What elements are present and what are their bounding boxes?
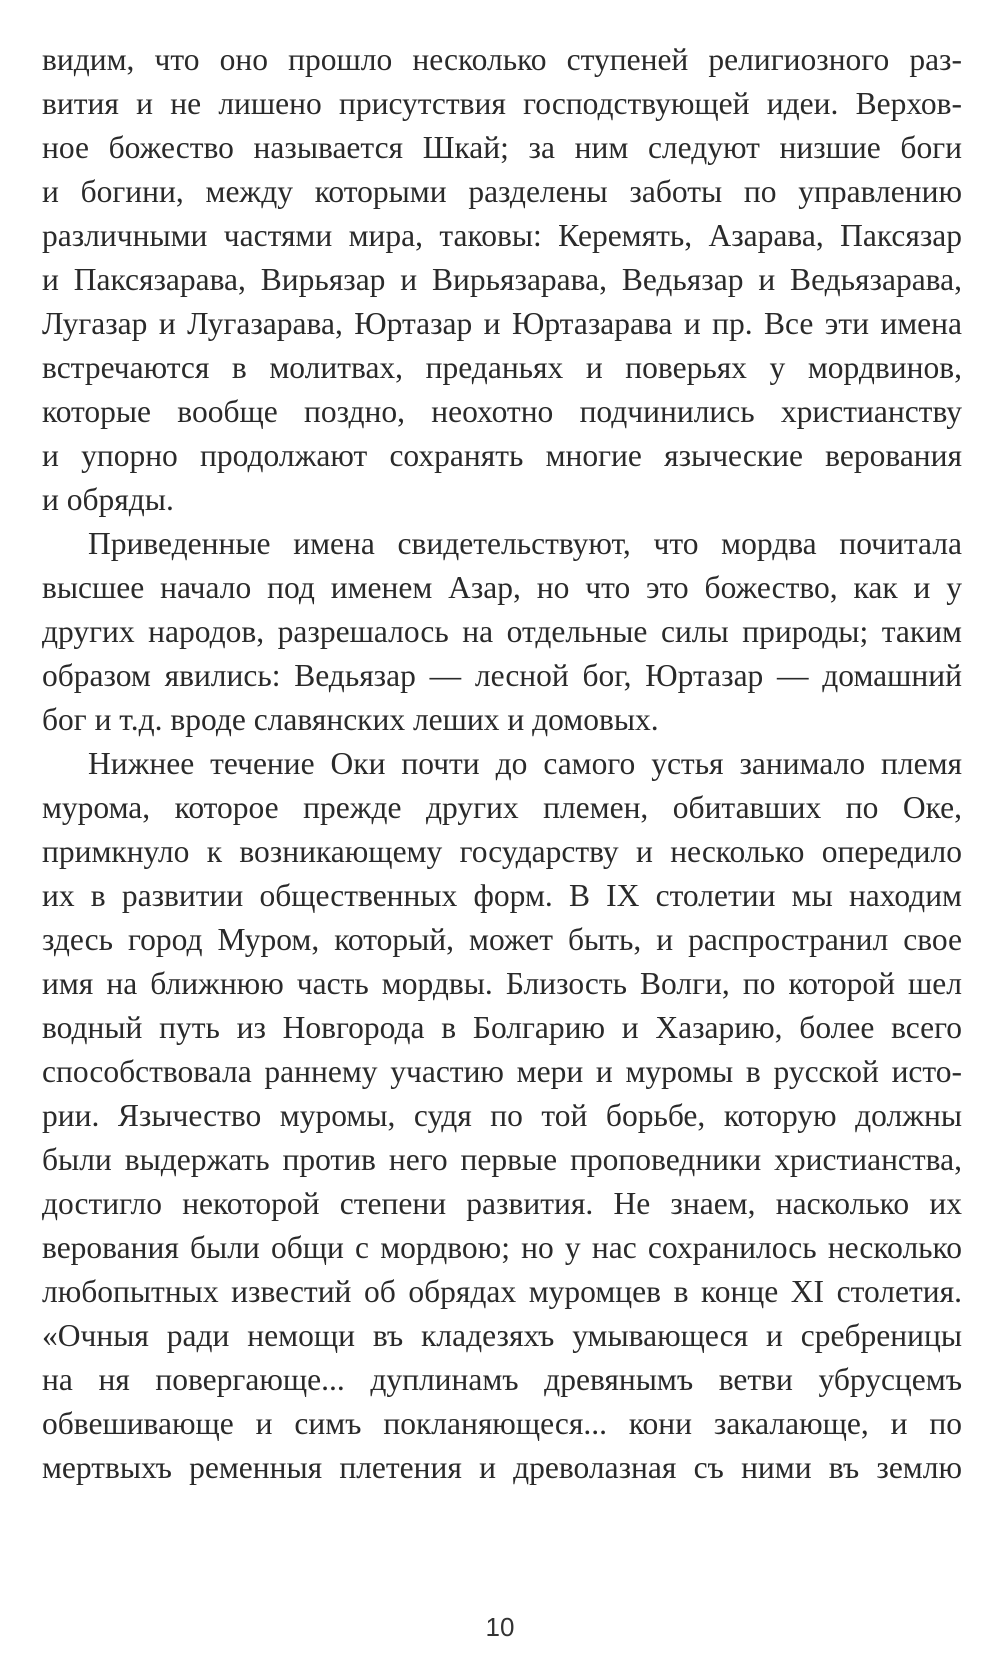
text-line: «Очныя ради немощи въ кладезяхъ умывающеся и сребреницы — [42, 1318, 962, 1353]
text-line: водный путь из Новгорода в Болгарию и Хазарию, более всего — [42, 1010, 962, 1045]
text-line: Нижнее течение Оки почти до самого устья занимало племя — [88, 746, 962, 781]
text-line: и упорно продолжают сохранять многие языческие верования — [42, 438, 962, 473]
text-line: Лугазар и Лугазарава, Юртазар и Юртазарава и пр. Все эти имена — [42, 306, 962, 341]
text-line: высшее начало под именем Азар, но что это божество, как и у — [42, 570, 962, 605]
paragraph-3 — [42, 742, 962, 1490]
text-line: и обряды. — [42, 482, 174, 517]
text-line: ное божество называется Шкай; за ним следуют низшие боги — [42, 130, 962, 165]
text-line: рии. Язычество муромы, судя по той борьбе, которую должны — [42, 1098, 962, 1133]
text-line: которые вообще поздно, неохотно подчинились христианству — [42, 394, 962, 429]
text-line: вития и не лишено присутствия господствующей идеи. Верхов- — [42, 86, 962, 121]
body-text — [42, 38, 962, 1490]
text-line: встречаются в молитвах, преданьях и поверьях у мордвинов, — [42, 350, 962, 385]
text-line: имя на ближнюю часть мордвы. Близость Волги, по которой шел — [42, 966, 962, 1001]
text-line: бог и т.д. вроде славянских леших и домовых. — [42, 702, 659, 737]
paragraph-1 — [42, 38, 962, 522]
paragraph-2 — [42, 522, 962, 742]
text-line: мурома, которое прежде других племен, обитавших по Оке, — [42, 790, 962, 825]
text-line: обвешивающе и симъ покланяющеся... кони закалающе, и по — [42, 1406, 962, 1441]
text-line: различными частями мира, таковы: Керемять, Азарава, Паксязар — [42, 218, 962, 253]
text-line: любопытных известий об обрядах муромцев в конце XI столетия. — [42, 1274, 962, 1309]
text-line: и богини, между которыми разделены заботы по управлению — [42, 174, 962, 209]
text-line: примкнуло к возникающему государству и несколько опередило — [42, 834, 962, 869]
text-line: на ня повергающе... дуплинамъ древянымъ ветви убрусцемъ — [42, 1362, 962, 1397]
page-number: 10 — [485, 1612, 515, 1642]
text-line: мертвыхъ ременныя плетения и древолазная съ ними въ землю — [42, 1450, 962, 1485]
text-line: способствовала раннему участию мери и муромы в русской исто- — [42, 1054, 962, 1089]
text-line: достигло некоторой степени развития. Не знаем, насколько их — [42, 1186, 962, 1221]
text-line: других народов, разрешалось на отдельные силы природы; таким — [42, 614, 962, 649]
text-line: здесь город Муром, который, может быть, и распространил свое — [42, 922, 962, 957]
text-line: образом явились: Ведьязар — лесной бог, Юртазар — домашний — [42, 658, 962, 693]
text-line: были выдержать против него первые проповедники христианства, — [42, 1142, 962, 1177]
text-line: их в развитии общественных форм. В IX столетии мы находим — [42, 878, 962, 913]
text-line: и Паксязарава, Вирьязар и Вирьязарава, Ведьязар и Ведьязарава, — [42, 262, 962, 297]
text-line: верования были общи с мордвою; но у нас сохранилось несколько — [42, 1230, 962, 1265]
text-line: видим, что оно прошло несколько ступеней религиозного раз- — [42, 42, 962, 77]
text-line: Приведенные имена свидетельствуют, что мордва почитала — [88, 526, 962, 561]
